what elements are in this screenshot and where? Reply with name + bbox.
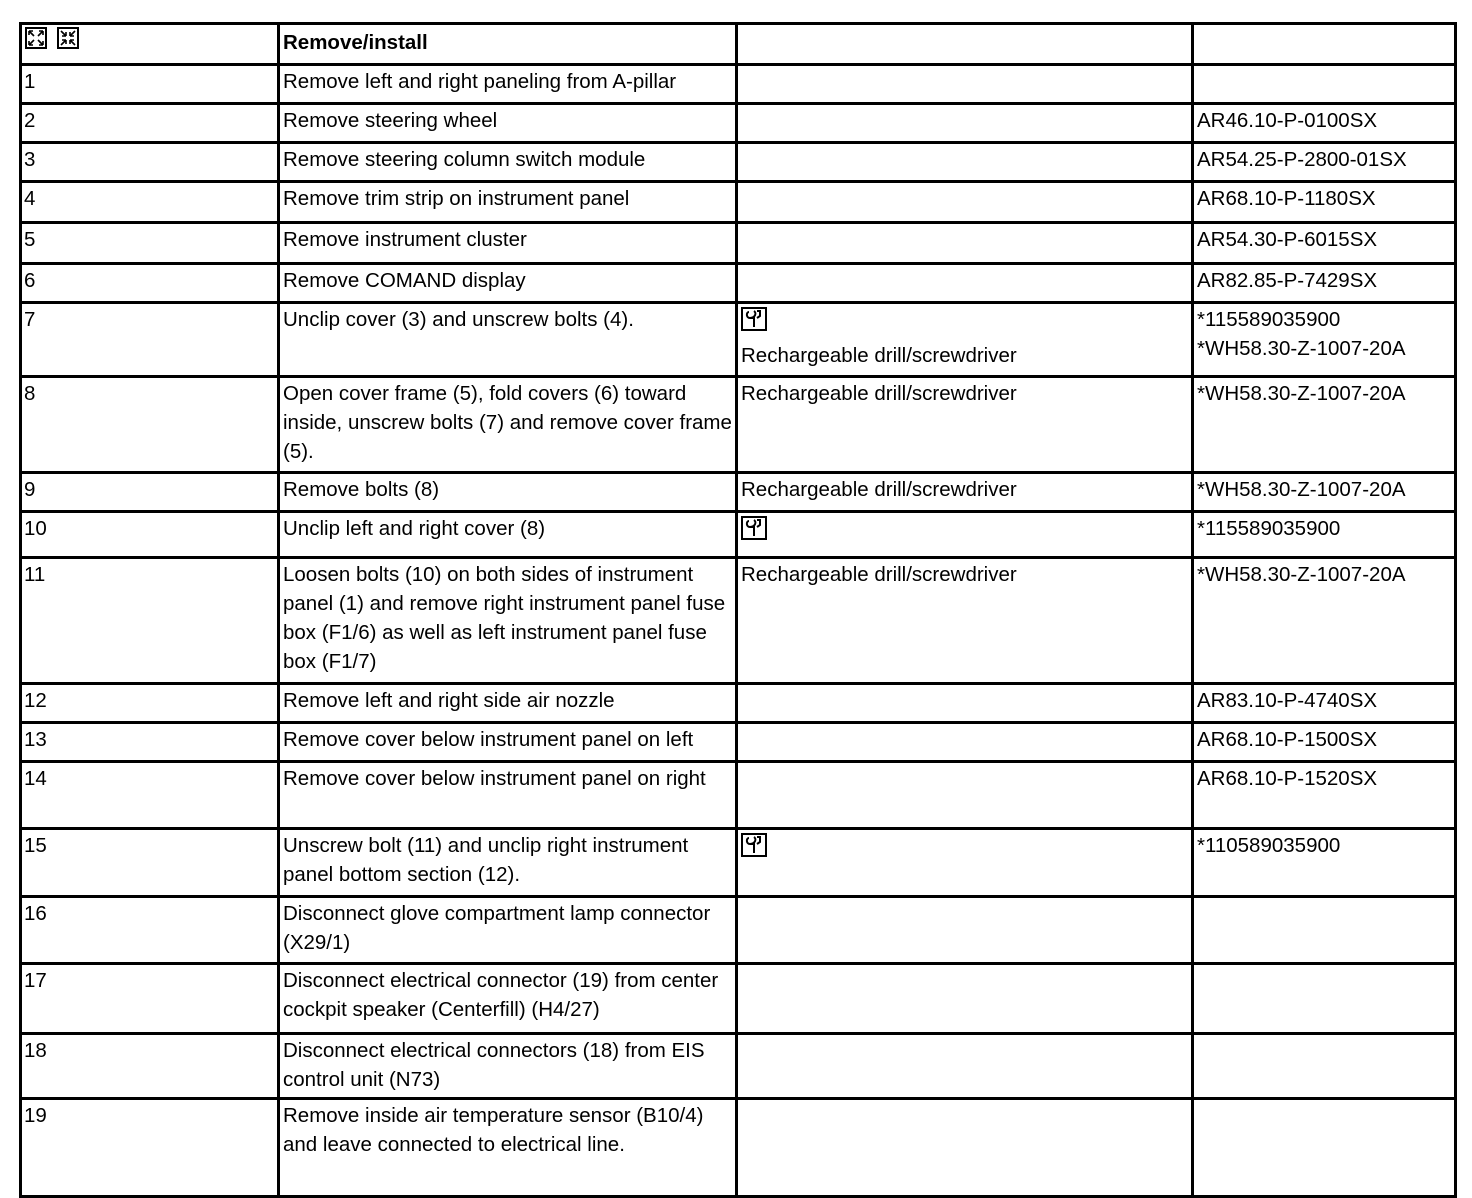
reference-link[interactable]: AR68.10-P-1180SX [1197,187,1376,210]
tools-cell [737,223,1193,264]
tools-cell [737,303,1193,377]
step-description: Remove COMAND display [279,264,737,303]
table-row [21,104,1456,143]
reference-cell [1193,182,1456,223]
reference-link[interactable]: *WH58.30-Z-1007-20A [1197,382,1406,405]
header-refs-cell [1193,24,1456,65]
special-tool-icon[interactable] [741,307,1188,339]
procedure-table [19,22,1457,1198]
step-number: 5 [21,223,279,264]
tool-name: Rechargeable drill/screwdriver [741,344,1017,367]
table-row [21,558,1456,684]
reference-link[interactable]: AR83.10-P-4740SX [1197,689,1378,712]
tools-cell [737,143,1193,182]
step-description: Disconnect glove compartment lamp connector (X29/1) [279,897,737,964]
table-row [21,897,1456,964]
step-description: Disconnect electrical connectors (18) from EIS control unit (N73) [279,1034,737,1099]
step-number: 8 [21,377,279,473]
tools-cell [737,473,1193,512]
step-number: 16 [21,897,279,964]
table-row [21,829,1456,897]
step-number: 10 [21,512,279,558]
step-description: Remove left and right side air nozzle [279,684,737,723]
tools-cell [737,829,1193,897]
reference-link[interactable]: *WH58.30-Z-1007-20A [1197,478,1406,501]
tools-cell [737,558,1193,684]
step-number: 3 [21,143,279,182]
step-number: 19 [21,1099,279,1197]
tools-cell [737,1099,1193,1197]
step-number: 15 [21,829,279,897]
expand-arrows-icon[interactable] [25,27,47,57]
step-number: 9 [21,473,279,512]
table-row [21,182,1456,223]
step-description: Remove bolts (8) [279,473,737,512]
table-row [21,512,1456,558]
table-row [21,377,1456,473]
tools-cell [737,377,1193,473]
table-row [21,223,1456,264]
step-description: Remove cover below instrument panel on right [279,762,737,829]
tools-cell [737,723,1193,762]
reference-cell [1193,897,1456,964]
table-row [21,723,1456,762]
step-number: 14 [21,762,279,829]
reference-link[interactable]: AR68.10-P-1520SX [1197,767,1378,790]
step-description: Unclip left and right cover (8) [279,512,737,558]
reference-cell [1193,723,1456,762]
reference-cell [1193,143,1456,182]
step-description: Remove inside air temperature sensor (B10/4) and leave connected to electrical line. [279,1099,737,1197]
table-row [21,762,1456,829]
tools-cell [737,512,1193,558]
tools-cell [737,182,1193,223]
special-tool-icon[interactable] [741,833,1188,865]
table-row [21,473,1456,512]
step-description: Remove trim strip on instrument panel [279,182,737,223]
step-number: 1 [21,65,279,104]
step-description: Remove steering wheel [279,104,737,143]
step-number: 17 [21,964,279,1034]
reference-cell [1193,1034,1456,1099]
tools-cell [737,684,1193,723]
step-number: 6 [21,264,279,303]
procedure-table-body [21,24,1456,1197]
reference-cell [1193,684,1456,723]
reference-cell [1193,104,1456,143]
reference-cell [1193,377,1456,473]
tool-name: Rechargeable drill/screwdriver [741,563,1017,586]
table-row [21,1099,1456,1197]
table-row [21,143,1456,182]
reference-link[interactable]: *WH58.30-Z-1007-20A [1197,563,1406,586]
step-description: Remove steering column switch module [279,143,737,182]
table-row [21,1034,1456,1099]
reference-cell [1193,473,1456,512]
step-description: Disconnect electrical connector (19) from center cockpit speaker (Centerfill) (H4/27) [279,964,737,1034]
reference-cell [1193,512,1456,558]
reference-cell [1193,303,1456,377]
collapse-arrows-icon[interactable] [57,27,79,57]
tools-cell [737,762,1193,829]
reference-cell [1193,223,1456,264]
reference-cell [1193,1099,1456,1197]
reference-link[interactable]: *WH58.30-Z-1007-20A [1197,337,1406,360]
table-row [21,264,1456,303]
header-icon-cell [21,24,279,65]
reference-link[interactable]: *110589035900 [1197,834,1341,857]
reference-link[interactable]: *115589035900 [1197,517,1341,540]
step-number: 12 [21,684,279,723]
table-row [21,964,1456,1034]
header-title: Remove/install [279,24,737,65]
step-number: 2 [21,104,279,143]
step-number: 18 [21,1034,279,1099]
special-tool-icon[interactable] [741,516,1188,548]
reference-link[interactable]: AR54.30-P-6015SX [1197,228,1378,251]
step-description: Remove instrument cluster [279,223,737,264]
tools-cell [737,104,1193,143]
reference-link[interactable]: AR68.10-P-1500SX [1197,728,1378,751]
reference-cell [1193,762,1456,829]
reference-link[interactable]: AR46.10-P-0100SX [1197,109,1378,132]
reference-cell [1193,558,1456,684]
reference-cell [1193,829,1456,897]
reference-cell [1193,264,1456,303]
reference-cell [1193,964,1456,1034]
step-description: Loosen bolts (10) on both sides of instrument panel (1) and remove right instrument panel fuse box (F1/6) as well as left instrument panel fuse box (F1/7) [279,558,737,684]
tools-cell [737,897,1193,964]
tool-name: Rechargeable drill/screwdriver [741,382,1017,405]
step-number: 7 [21,303,279,377]
tools-cell [737,964,1193,1034]
step-description: Remove cover below instrument panel on left [279,723,737,762]
reference-link[interactable]: AR54.25-P-2800-01SX [1197,148,1407,171]
table-row [21,303,1456,377]
reference-link[interactable]: AR82.85-P-7429SX [1197,269,1378,292]
table-row [21,65,1456,104]
tools-cell [737,65,1193,104]
reference-cell [1193,65,1456,104]
step-number: 11 [21,558,279,684]
tools-cell [737,1034,1193,1099]
tool-name: Rechargeable drill/screwdriver [741,478,1017,501]
table-row [21,684,1456,723]
step-description: Remove left and right paneling from A-pillar [279,65,737,104]
tools-cell [737,264,1193,303]
header-row [21,24,1456,65]
header-tools-cell [737,24,1193,65]
reference-link[interactable]: *115589035900 [1197,308,1341,331]
step-number: 13 [21,723,279,762]
step-description: Unclip cover (3) and unscrew bolts (4). [279,303,737,377]
step-description: Unscrew bolt (11) and unclip right instrument panel bottom section (12). [279,829,737,897]
step-number: 4 [21,182,279,223]
step-description: Open cover frame (5), fold covers (6) toward inside, unscrew bolts (7) and remove cover frame (5). [279,377,737,473]
